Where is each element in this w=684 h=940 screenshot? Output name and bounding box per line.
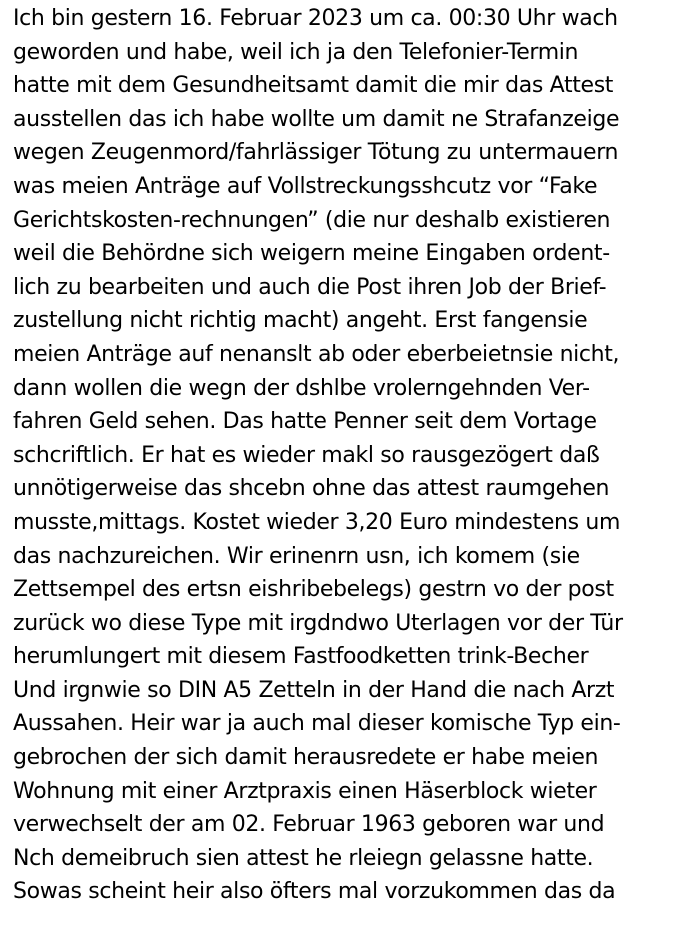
text-line: Sowas scheint heir also öfters mal vorzukommen das da [13,879,616,905]
text-line: zurück wo diese Type mit irgdndwo Uterlagen vor der Tür [13,610,623,636]
text-line: meien Anträge auf nenanslt ab oder eberbeietnsie nicht, [13,341,620,367]
text-line: Ich bin gestern 16. Februar 2023 um ca. 00:30 Uhr wach [13,6,618,31]
text-line: herumlungert mit diesem Fastfoodketten trink-Becher [13,644,589,670]
text-line: zustellung nicht richtig macht) angeht. Erst fangensie [13,308,588,334]
text-line: Und irgnwie so DIN A5 Zetteln in der Hand die nach Arzt [13,677,615,703]
text-line: verwechselt der am 02. Februar 1963 geboren war und [13,812,605,838]
text-line: geworden und habe, weil ich ja den Telefonier-Termin [13,39,579,65]
text-line: unnötigerweise das shcebn ohne das attest raumgehen [13,476,610,502]
text-line: lich zu bearbeiten und auch die Post ihren Job der Brief- [13,274,607,300]
body-text [13,2,681,909]
text-line: hatte mit dem Gesundheitsamt damit die mir das Attest [13,73,614,99]
text-line: gebrochen der sich damit herausredete er habe meien [13,745,599,771]
text-line: Nch demeibruch sien attest he rleiegn gelassne hatte. [13,845,594,871]
text-line: dann wollen die wegn der dshlbe vrolerngehnden Ver- [13,375,590,401]
text-line: fahren Geld sehen. Das hatte Penner seit dem Vortage [13,409,597,435]
text-line: wegen Zeugenmord/fahrlässiger Tötung zu untermauern [13,140,619,166]
text-line: was meien Anträge auf Vollstreckungsshcutz vor “Fake [13,173,598,199]
text-line: Wohnung mit einer Arztpraxis einen Häserblock wieter [13,778,597,804]
text-line: das nachzureichen. Wir erinenrn usn, ich komem (sie [13,543,580,569]
text-line: Zettsempel des ertsn eishribebelegs) gestrn vo der post [13,577,614,603]
text-line: schcriftlich. Er hat es wieder makl so rausgezögert daß [13,442,600,468]
text-line: ausstellen das ich habe wollte um damit ne Strafanzeige [13,106,620,132]
text-line: Aussahen. Heir war ja auch mal dieser komische Typ ein- [13,711,621,737]
text-line: Gerichtskosten-rechnungen” (die nur deshalb existieren [13,207,611,233]
text-line: musste,mittags. Kostet wieder 3,20 Euro mindestens um [13,509,621,535]
text-line: weil die Behördne sich weigern meine Eingaben ordent- [13,241,610,267]
